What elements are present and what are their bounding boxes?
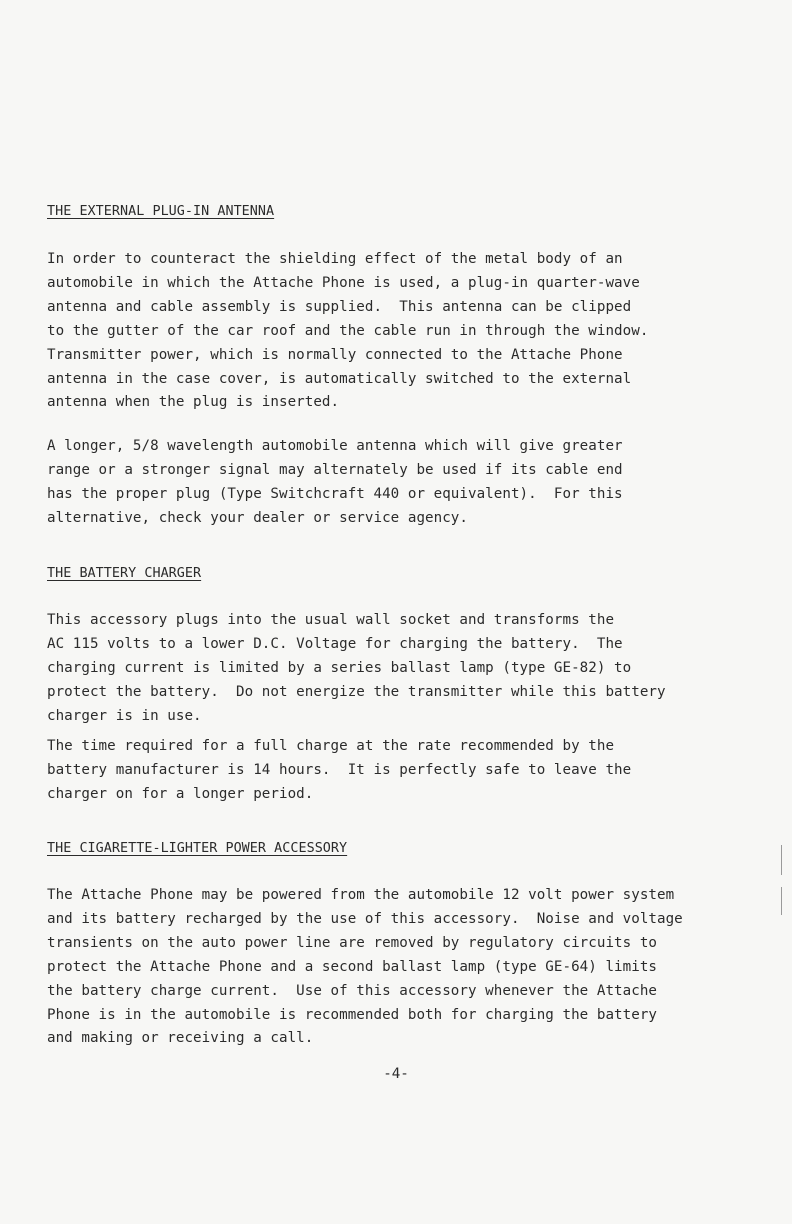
paragraph-charger-description: This accessory plugs into the usual wall socket and transforms the AC 115 volts to a lower D.C. Voltage for charging the battery. The charging current is limited by a series ballast lamp (type GE-82) to protect the battery. Do not energize the transmitter while this battery charger is in use. <box>47 612 666 724</box>
paragraph-charge-time: The time required for a full charge at the rate recommended by the battery manufacturer is 14 hours. It is perfectly safe to leave the charger on for a longer period. <box>47 738 632 802</box>
section-heading-cigarette-lighter: THE CIGARETTE-LIGHTER POWER ACCESSORY <box>47 841 348 856</box>
paragraph-longer-antenna: A longer, 5/8 wavelength automobile antenna which will give greater range or a stronger signal may alternately be used if its cable end has the proper plug (Type Switchcraft 440 or equivalent). For this alternative, check your dealer or service agency. <box>47 438 623 526</box>
section-heading-external-antenna: THE EXTERNAL PLUG-IN ANTENNA <box>47 204 275 219</box>
scan-artifact-mark <box>781 887 782 915</box>
paragraph-cigarette-lighter-description: The Attache Phone may be powered from the automobile 12 volt power system and its battery recharged by the use of this accessory. Noise and voltage transients on the auto power line are removed by regulatory circuits to protect the Attache Phone and a second ballast lamp (type GE-64) limits the battery charge current. Use of this accessory whenever the Attache Phone is in the automobile is recommended both for charging the battery and making or receiving a call. <box>47 887 683 1047</box>
page-number: -4- <box>383 1066 409 1082</box>
scan-artifact-mark <box>781 845 782 875</box>
paragraph-antenna-description: In order to counteract the shielding effect of the metal body of an automobile in which the Attache Phone is used, a plug-in quarter-wave antenna and cable assembly is supplied. This antenna can be clipped to the gutter of the car roof and the cable run in through the window. Transmitter power, which is normally connected to the Attache Phone antenna in the case cover, is automatically switched to the external antenna when the plug is inserted. <box>47 251 649 411</box>
section-heading-battery-charger: THE BATTERY CHARGER <box>47 566 202 581</box>
